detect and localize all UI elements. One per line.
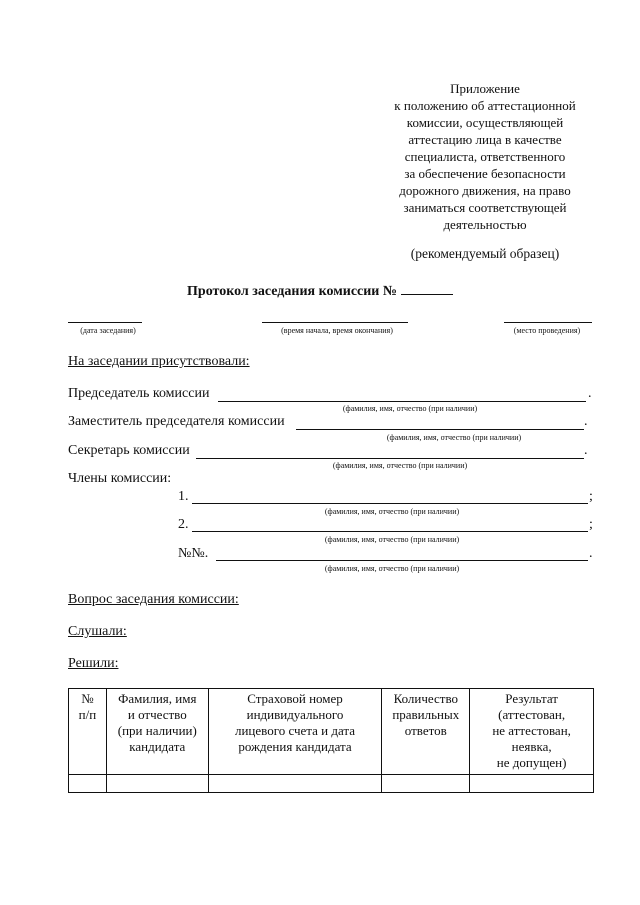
table-row	[69, 775, 594, 793]
member-line	[192, 531, 588, 532]
secretary-label: Секретарь комиссии	[68, 443, 190, 458]
decided-label: Решили:	[68, 656, 119, 671]
header-text: ответов	[404, 723, 447, 738]
sample-note: (рекомендуемый образец)	[410, 246, 560, 261]
members-label: Члены комиссии:	[68, 471, 172, 486]
header-text: не аттестован,	[492, 723, 571, 738]
date-caption: (дата заседания)	[80, 326, 136, 335]
header-text: кандидата	[129, 739, 186, 754]
deputy-period: .	[584, 414, 588, 429]
appendix-line: дорожного движения, на право	[399, 183, 571, 198]
secretary-caption: (фамилия, имя, отчество (при наличии)	[332, 461, 468, 470]
appendix-line: Приложение	[450, 81, 520, 96]
appendix-line: комиссии, осуществляющей	[406, 115, 564, 130]
chairman-label: Председатель комиссии	[68, 386, 210, 401]
header-correct-answers	[382, 689, 470, 775]
table-cell	[69, 775, 107, 793]
header-text: лицевого счета и дата	[234, 723, 356, 738]
member-number: 2.	[178, 517, 189, 532]
member-line	[216, 560, 588, 561]
header-insurance-number	[208, 689, 382, 775]
header-text: Количество	[393, 691, 458, 706]
header-result	[470, 689, 594, 775]
appendix-line: деятельностью	[443, 217, 527, 232]
header-text: не допущен)	[496, 755, 567, 770]
date-line	[68, 322, 142, 323]
appendix-line: специалиста, ответственного	[404, 149, 566, 164]
chairman-period: .	[588, 386, 592, 401]
header-text: Результат	[505, 691, 558, 706]
place-line	[504, 322, 592, 323]
header-text: и отчество	[127, 707, 187, 722]
appendix-note	[360, 80, 610, 233]
appendix-line: к положению об аттестационной	[394, 98, 576, 113]
document-title	[0, 282, 640, 300]
chairman-caption: (фамилия, имя, отчество (при наличии)	[342, 404, 478, 413]
header-text: п/п	[78, 707, 97, 722]
header-text: №	[81, 691, 94, 706]
secretary-line	[196, 458, 584, 459]
appendix-line: заниматься соответствующей	[403, 200, 567, 215]
protocol-number-blank	[401, 282, 453, 295]
header-text: рождения кандидата	[238, 739, 352, 754]
header-text: (при наличии)	[117, 723, 197, 738]
secretary-period: .	[584, 443, 588, 458]
header-text: индивидуального	[246, 707, 344, 722]
member-semicolon: ;	[589, 517, 593, 532]
time-caption: (время начала, время окончания)	[281, 326, 393, 335]
table-cell	[470, 775, 594, 793]
header-full-name	[106, 689, 208, 775]
place-caption: (место проведения)	[513, 326, 581, 335]
results-table	[68, 688, 594, 793]
agenda-label: Вопрос заседания комиссии:	[68, 592, 239, 607]
table-cell	[382, 775, 470, 793]
time-line	[262, 322, 408, 323]
appendix-line: за обеспечение безопасности	[404, 166, 566, 181]
member-semicolon: ;	[589, 489, 593, 504]
chairman-line	[218, 401, 586, 402]
table-cell	[208, 775, 382, 793]
heard-label: Слушали:	[68, 624, 127, 639]
header-text: правильных	[392, 707, 460, 722]
member-caption: (фамилия, имя, отчество (при наличии)	[324, 535, 460, 544]
deputy-line	[296, 429, 584, 430]
deputy-label: Заместитель председателя комиссии	[68, 414, 285, 429]
member-line	[192, 503, 588, 504]
title-text: Протокол заседания комиссии №	[187, 284, 397, 299]
member-caption: (фамилия, имя, отчество (при наличии)	[324, 507, 460, 516]
member-number: №№.	[178, 546, 209, 561]
header-number	[69, 689, 107, 775]
header-text: неявка,	[511, 739, 552, 754]
table-cell	[106, 775, 208, 793]
appendix-line: аттестацию лица в качестве	[408, 132, 562, 147]
member-number: 1.	[178, 489, 189, 504]
deputy-caption: (фамилия, имя, отчество (при наличии)	[386, 433, 522, 442]
header-text: Страховой номер	[247, 691, 343, 706]
member-caption: (фамилия, имя, отчество (при наличии)	[324, 564, 460, 573]
header-text: Фамилия, имя	[118, 691, 197, 706]
table-header-row	[69, 689, 594, 775]
member-period: .	[589, 546, 593, 561]
attendees-heading: На заседании присутствовали:	[68, 354, 250, 369]
header-text: (аттестован,	[498, 707, 566, 722]
